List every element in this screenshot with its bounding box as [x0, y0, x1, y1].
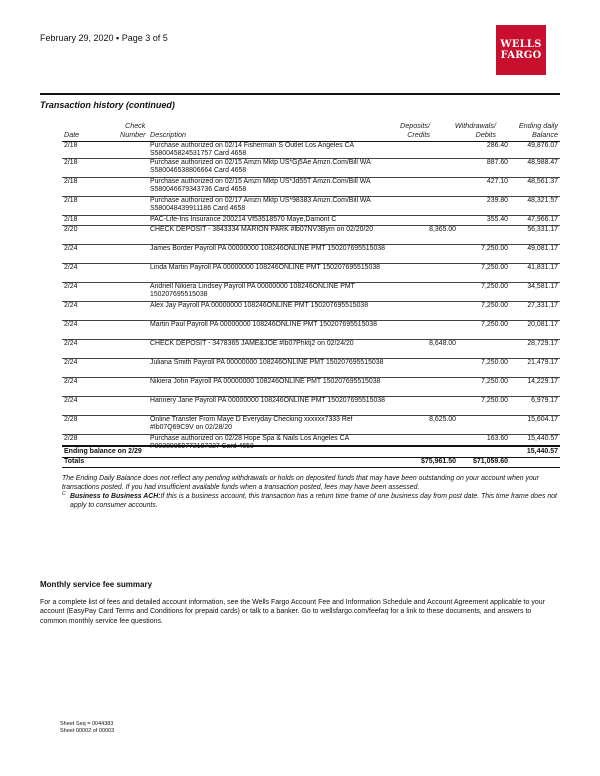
row-date: 2/18	[64, 216, 78, 223]
col-balance-top: Ending daily	[518, 121, 558, 130]
row-description: Andriell Nikiera Lindsey Payroll PA 00000000 108246ONLINE PMT 150207695515038	[150, 283, 355, 299]
row-date: 2/18	[64, 178, 78, 185]
ending-balance-label: Ending balance on 2/29	[64, 448, 142, 455]
totals-label: Totals	[64, 458, 85, 465]
row-date: 2/18	[64, 159, 78, 166]
row-description: Online Transfer From Maye D Everyday Checking xxxxxx7333 Ref #Ib07Q69C9V on 02/28/20	[150, 416, 353, 432]
row-balance: 48,988.47	[527, 159, 558, 166]
row-date: 2/28	[64, 416, 78, 423]
row-description: Purchase authorized on 02/15 Amzn Mktp US*Jd55T Amzn.Com/Bill WA S580046679343736 Card 4658	[150, 178, 371, 194]
table-row	[62, 416, 560, 435]
fee-summary-title: Monthly service fee summary	[40, 580, 153, 589]
daily-balance-note: The Ending Daily Balance does not reflect any pending withdrawals or holds on deposited funds that may have been outstanding on your account when your transactions posted. If you had insufficient available funds when a transaction posted, fees may have been assessed.	[62, 475, 539, 491]
row-date: 2/24	[64, 264, 78, 271]
transaction-table	[62, 142, 560, 455]
col-description: Description	[150, 130, 186, 139]
statement-date-page: February 29, 2020 ▪ Page 3 of 5	[40, 33, 168, 43]
row-withdrawal: 7,250.00	[481, 264, 508, 271]
section-title: Transaction history (continued)	[40, 100, 175, 110]
col-date: Date	[64, 130, 80, 139]
row-balance: 34,581.17	[527, 283, 558, 290]
logo-line-2: FARGO	[500, 50, 542, 61]
row-balance: 47,966.17	[527, 216, 558, 223]
row-date: 2/28	[64, 435, 78, 442]
row-description: Nikiera John Payroll PA 00000000 108246ONLINE PMT 150207695515038	[150, 378, 381, 385]
totals-deposits: $75,961.50	[420, 458, 456, 465]
row-balance: 56,331.17	[527, 226, 558, 233]
row-withdrawal: 7,250.00	[481, 378, 508, 385]
col-withdrawals-top: Withdrawals/	[454, 121, 496, 130]
row-balance: 27,331.17	[527, 302, 558, 309]
row-description: CHECK DEPOSIT - 3478365 JAME&JOE #lb07Phktj2 on 02/24/20	[150, 340, 354, 347]
row-withdrawal: 7,250.00	[481, 302, 508, 309]
sheet-seq: Sheet Seq = 0044383	[60, 721, 114, 727]
b2b-title: Business to Business ACH:	[70, 493, 161, 500]
fee-summary-text: For a complete list of fees and detailed account information, see the Wells Fargo Account Fee and Information Schedule and Account Agreement applicable to your account (EasyPay Card Terms and Conditions for prepaid cards) or talk to a banker. Go to wellsfargo.com/feefaq for a link to these documents, and answers to common monthly service fee questions.	[40, 599, 545, 625]
row-date: 2/24	[64, 378, 78, 385]
row-description: Purchase authorized on 02/15 Amzn Mktp US*Gj5Ae Amzn.Com/Bill WA S580046538806664 Card 4658	[150, 159, 371, 175]
row-withdrawal: 7,250.00	[481, 283, 508, 290]
row-description: CHECK DEPOSIT - 3843334 MARION PARK #lb07NV3Bym on 02/20/20	[150, 226, 374, 233]
row-balance: 21,479.17	[527, 359, 558, 366]
col-deposits-top: Deposits/	[400, 121, 430, 130]
logo-line-1: WELLS	[500, 39, 542, 50]
row-date: 2/24	[64, 283, 78, 290]
totals-withdrawals: $71,059.60	[472, 458, 508, 465]
row-description: Alex Jay Payroll PA 00000000 108246ONLINE PMT 150207695515038	[150, 302, 369, 309]
row-description: Purchase authorized on 02/17 Amzn Mktp US*98383 Amzn.Com/Bill WA S580048439911186 Card 4658	[150, 197, 371, 213]
row-withdrawal: 7,250.00	[481, 321, 508, 328]
totals-row	[62, 457, 560, 468]
col-balance-bottom: Balance	[532, 130, 558, 139]
table-row	[62, 178, 560, 197]
table-row	[62, 321, 560, 340]
b2b-ach-note	[62, 492, 560, 510]
table-row	[62, 264, 560, 283]
row-balance: 49,876.07	[527, 142, 558, 149]
table-row	[62, 142, 560, 159]
row-balance: 20,081.17	[527, 321, 558, 328]
col-check-bottom: Number	[120, 130, 146, 139]
row-description: James Border Payroll PA 00000000 108246ONLINE PMT 150207695515038	[150, 245, 385, 252]
table-row	[62, 197, 560, 216]
row-balance: 15,604.17	[527, 416, 558, 423]
sheet-number: Sheet 00002 of 00003	[60, 728, 115, 734]
table-row	[62, 378, 560, 397]
row-balance: 48,561.37	[527, 178, 558, 185]
row-description: Martin Paul Payroll PA 00000000 108246ONLINE PMT 150207695515038	[150, 321, 377, 328]
row-withdrawal: 163.60	[486, 435, 508, 442]
table-row	[62, 340, 560, 359]
row-description: Hannery Jane Payroll PA 00000000 108246ONLINE PMT 150207695515038	[150, 397, 385, 404]
row-balance: 15,440.57	[527, 435, 558, 442]
col-check-top: Check	[125, 121, 146, 130]
col-deposits-bottom: Credits	[407, 130, 430, 139]
row-date: 2/18	[64, 142, 78, 149]
row-withdrawal: 239.80	[486, 197, 508, 204]
row-withdrawal: 887.60	[486, 159, 508, 166]
col-withdrawals-bottom: Debits	[475, 130, 496, 139]
row-date: 2/24	[64, 340, 78, 347]
row-description: PAC-Life-Ins Insurance 200214 Vf53518570 Maye,Damont C	[150, 216, 337, 223]
b2b-marker: C	[62, 491, 66, 497]
row-withdrawal: 355.40	[486, 216, 508, 223]
b2b-text: If this is a business account, this transaction has a return time frame of one business day from post date. This time frame does not apply to consumer accounts.	[70, 493, 557, 509]
section-divider	[40, 93, 560, 95]
row-withdrawal: 286.40	[486, 142, 508, 149]
table-row	[62, 159, 560, 178]
table-row	[62, 359, 560, 378]
row-balance: 41,831.17	[527, 264, 558, 271]
table-row	[62, 397, 560, 416]
row-deposit: 8,365.00	[429, 226, 456, 233]
table-row	[62, 226, 560, 245]
row-date: 2/18	[64, 197, 78, 204]
table-row	[62, 283, 560, 302]
row-balance: 48,321.57	[527, 197, 558, 204]
row-balance: 6,979.17	[531, 397, 558, 404]
table-row	[62, 245, 560, 264]
row-description: Purchase authorized on 02/28 Hope Spa & Nails Los Angeles CA P00380059772187327 Card 4658	[150, 435, 349, 451]
wells-fargo-logo	[496, 25, 546, 75]
row-withdrawal: 7,250.00	[481, 397, 508, 404]
row-balance: 14,229.17	[527, 378, 558, 385]
row-date: 2/24	[64, 302, 78, 309]
ending-balance-value: 15,440.57	[526, 448, 558, 455]
row-date: 2/24	[64, 321, 78, 328]
row-balance: 28,729.17	[527, 340, 558, 347]
row-deposit: 8,648.00	[429, 340, 456, 347]
row-description: Purchase authorized on 02/14 Fisherman S Outlet Los Angeles CA S580045824531757 Card 4658	[150, 142, 354, 158]
row-date: 2/24	[64, 245, 78, 252]
table-row	[62, 216, 560, 226]
row-withdrawal: 427.10	[486, 178, 508, 185]
row-balance: 49,081.17	[527, 245, 558, 252]
table-row	[62, 302, 560, 321]
row-description: Juliana Smith Payroll PA 00000000 108246ONLINE PMT 150207695515038	[150, 359, 384, 366]
row-deposit: 8,625.00	[429, 416, 456, 423]
row-date: 2/24	[64, 397, 78, 404]
row-date: 2/20	[64, 226, 78, 233]
row-withdrawal: 7,250.00	[481, 359, 508, 366]
row-description: Linda Martin Payroll PA 00000000 108246ONLINE PMT 150207695515038	[150, 264, 380, 271]
row-withdrawal: 7,250.00	[481, 245, 508, 252]
row-date: 2/24	[64, 359, 78, 366]
